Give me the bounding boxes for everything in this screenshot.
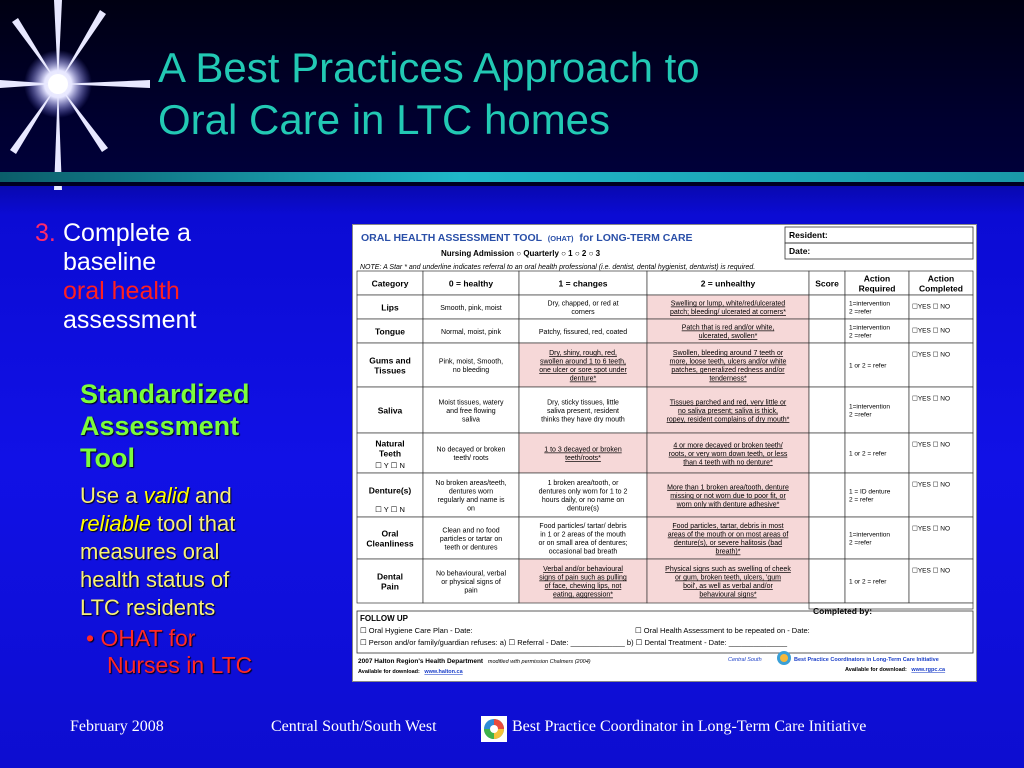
table-category-sub: ☐ Y ☐ N xyxy=(375,505,405,514)
table-unhealthy-cell: Tissues parched and red, very little or xyxy=(669,399,787,407)
table-completed-cell: ☐YES ☐ NO xyxy=(912,351,951,359)
table-unhealthy-cell: behavioural signs* xyxy=(699,591,757,599)
bullet-text xyxy=(63,219,353,335)
ohat-form xyxy=(353,225,978,683)
ohat-line2: Nurses in LTC xyxy=(107,652,253,678)
table-unhealthy-cell: Swollen, bleeding around 7 teeth or xyxy=(672,350,784,357)
table-category: Dental xyxy=(377,571,403,582)
table-header-cell: Action xyxy=(863,273,891,284)
table-completed-cell: ☐YES ☐ NO xyxy=(912,327,951,335)
table-unhealthy-cell: patches, generalized redness and/or xyxy=(671,367,785,374)
table-changes-cell: hours daily, or no name on xyxy=(541,497,625,504)
table-header-cell: Required xyxy=(858,283,896,294)
form-table xyxy=(357,271,973,616)
table-category: Tissues xyxy=(374,365,406,376)
footer-bpc: Best Practice Coordinator in Long-Term Care Initiative xyxy=(512,718,867,735)
table-unhealthy-cell: missing or not worn due to poor fit, or xyxy=(670,492,786,500)
form-footer-central: Central South xyxy=(728,657,762,663)
table-header-cell: Category xyxy=(371,278,409,289)
form-nursing-admission: Nursing Admission ○ Quarterly ○ 1 ○ 2 ○ 3 xyxy=(441,249,601,258)
table-changes-cell: in 1 or 2 areas of the mouth xyxy=(540,531,626,539)
table-completed-cell: ☐YES ☐ NO xyxy=(912,567,951,575)
table-healthy-cell: Smooth, pink, moist xyxy=(440,304,502,312)
table-completed-cell: ☐YES ☐ NO xyxy=(912,441,951,449)
desc-and: and xyxy=(194,483,232,508)
table-category: Tongue xyxy=(374,326,406,337)
table-unhealthy-cell: more, loose teeth, ulcers and/or white xyxy=(669,358,787,366)
bullet-line4: assessment xyxy=(63,306,197,334)
table-action-cell: 1=intervention xyxy=(849,403,891,411)
table-header-cell: 1 = changes xyxy=(558,278,608,289)
table-changes-cell: Patchy, fissured, red, coated xyxy=(538,328,628,336)
table-category: Pain xyxy=(381,581,399,592)
table-unhealthy-cell: Patch that is red and/or white, xyxy=(681,324,775,332)
form-footer-download-left: Available for download: www.halton.ca xyxy=(358,669,463,675)
table-healthy-cell: teeth or dentures xyxy=(444,544,498,552)
table-unhealthy-cell: Food particles, tartar, debris in most xyxy=(672,523,784,530)
table-unhealthy-cell: Physical signs such as swelling of cheek xyxy=(665,566,791,573)
table-completed-cell: ☐YES ☐ NO xyxy=(912,481,951,489)
table-changes-cell: of face, chewing lips, not xyxy=(544,583,622,590)
table-unhealthy-cell: More than 1 broken area/tooth, denture xyxy=(667,484,789,492)
table-changes-cell: swollen around 1 to 6 teeth, xyxy=(539,358,627,366)
desc-use-a: Use a xyxy=(80,483,138,508)
desc-line4: health status of xyxy=(80,567,230,592)
table-changes-cell: thinks they have dry mouth xyxy=(541,416,625,424)
table-changes-cell: denture* xyxy=(569,375,597,383)
table-changes-cell: Dry, sticky tissues, little xyxy=(547,399,619,407)
subsection-heading xyxy=(80,378,360,474)
table-unhealthy-cell: Swelling or lump, white/red/ulcerated xyxy=(670,300,786,308)
table-unhealthy-cell: tenderness* xyxy=(709,375,747,383)
form-footer-left: 2007 Halton Region's Health Department modified with permission Chalmers (2004) xyxy=(358,658,591,665)
follow-up-title: FOLLOW UP xyxy=(360,614,408,623)
table-action-cell: 2 = refer xyxy=(849,496,874,504)
subsection-description xyxy=(80,482,340,622)
table-changes-cell: one ulcer or sore spot under xyxy=(539,367,627,374)
bullet-number: 3. xyxy=(35,219,56,247)
form-date-label: Date: xyxy=(789,246,811,256)
table-unhealthy-cell: breath)* xyxy=(715,548,741,556)
desc-line3: measures oral xyxy=(80,539,220,564)
table-healthy-cell: regularly and name is xyxy=(437,497,505,504)
table-changes-cell: corners xyxy=(571,309,595,316)
table-changes-cell: saliva present, resident xyxy=(547,407,619,415)
table-changes-cell: dentures only worn for 1 to 2 xyxy=(538,488,628,496)
table-unhealthy-cell: patch; bleeding/ ulcerated at corners* xyxy=(670,309,786,316)
table-action-cell: 1 or 2 = refer xyxy=(849,362,887,370)
table-healthy-cell: No broken areas/teeth, xyxy=(435,480,507,487)
table-unhealthy-cell: no saliva present; saliva is thick, xyxy=(678,407,778,415)
table-action-cell: 1 or 2 = refer xyxy=(849,578,887,586)
table-category-sub: ☐ Y ☐ N xyxy=(375,461,405,470)
slide-title xyxy=(158,42,918,146)
table-changes-cell: 1 broken area/tooth, or xyxy=(547,480,619,487)
table-changes-cell: Dry, shiny, rough, red, xyxy=(549,350,617,357)
table-changes-cell: Verbal and/or behavioural xyxy=(543,566,623,573)
form-resident-label: Resident: xyxy=(789,230,828,240)
form-footer-download-right: Available for download: www.rgpc.ca xyxy=(845,667,946,673)
table-healthy-cell: or physical signs of xyxy=(441,578,501,586)
table-healthy-cell: Moist tissues, watery xyxy=(438,399,504,407)
table-action-cell: 1=intervention xyxy=(849,531,891,539)
table-category: Cleanliness xyxy=(366,538,414,549)
table-unhealthy-cell: areas of the mouth or on most areas of xyxy=(667,531,789,539)
table-changes-cell: occasional bad breath xyxy=(548,548,618,556)
table-healthy-cell: dentures worn xyxy=(448,488,494,496)
table-unhealthy-cell: than 4 teeth with no denture* xyxy=(683,459,773,467)
table-healthy-cell: particles or tartar on xyxy=(439,535,503,543)
table-healthy-cell: Normal, moist, pink xyxy=(441,328,501,336)
table-category: Teeth xyxy=(378,448,402,459)
ohat-list-item xyxy=(86,625,336,679)
heading-line2: Assessment xyxy=(80,411,240,441)
heading-line1: Standardized xyxy=(80,379,250,409)
table-healthy-cell: no bleeding xyxy=(452,367,490,374)
table-changes-cell: eating, aggression* xyxy=(553,591,613,599)
slide-title-line1: A Best Practices Approach to xyxy=(158,44,700,91)
table-changes-cell: 1 to 3 decayed or broken xyxy=(544,446,622,454)
heading-line3: Tool xyxy=(80,443,135,473)
table-changes-cell: Dry, chapped, or red at xyxy=(547,300,619,308)
desc-reliable: reliable xyxy=(80,511,151,536)
table-header-cell: 0 = healthy xyxy=(448,278,494,289)
table-action-cell: 1=intervention xyxy=(849,300,891,308)
table-action-cell: 1 = ID denture xyxy=(849,488,891,496)
follow-up-line1: ☐ Oral Hygiene Care Plan - Date: xyxy=(360,626,473,635)
table-header-cell: Score xyxy=(815,278,839,289)
table-action-cell: 2 =refer xyxy=(849,332,872,340)
table-category: Gums and xyxy=(369,355,411,366)
table-unhealthy-cell: ropey, resident complains of dry mouth* xyxy=(666,416,790,424)
table-healthy-cell: teeth/ roots xyxy=(453,455,489,462)
table-action-cell: 2 =refer xyxy=(849,539,872,547)
table-header-cell: Action xyxy=(927,273,955,284)
table-category: Lips xyxy=(381,302,399,313)
slide-title-line2: Oral Care in LTC homes xyxy=(158,96,611,143)
bullet-line2: baseline xyxy=(63,248,157,276)
table-header-cell: Completed xyxy=(919,283,963,294)
table-unhealthy-cell: worn only with denture adhesive* xyxy=(676,501,780,509)
desc-valid: valid xyxy=(143,483,189,508)
table-changes-cell: or on small area of dentures; xyxy=(538,540,628,547)
table-unhealthy-cell: boil', as well as verbal and/or xyxy=(683,583,773,590)
table-completed-cell: ☐YES ☐ NO xyxy=(912,303,951,311)
footer-org: Central South/South West xyxy=(271,718,437,735)
table-healthy-cell: Clean and no food xyxy=(442,527,500,535)
table-changes-cell: signs of pain such as pulling xyxy=(539,574,627,582)
table-action-cell: 2 =refer xyxy=(849,308,872,316)
ohat-form-image xyxy=(352,224,977,682)
table-completed-cell: ☐YES ☐ NO xyxy=(912,525,951,533)
footer-date: February 2008 xyxy=(70,718,164,735)
divider-stripe xyxy=(0,172,1024,182)
form-title: ORAL HEALTH ASSESSMENT TOOL (OHAT) for LONG-TERM CARE xyxy=(361,232,693,244)
form-note: NOTE: A Star * and underline indicates referral to an oral health professional (i.e. dentist, dental hygienist, denturist) is required. xyxy=(360,264,756,271)
table-healthy-cell: saliva xyxy=(462,416,480,424)
bullet-line3: oral health xyxy=(63,277,180,305)
table-healthy-cell: and free flowing xyxy=(446,407,496,415)
table-unhealthy-cell: roots, or very worn down teeth, or less xyxy=(668,450,788,458)
divider-line xyxy=(0,182,1024,186)
slide-footer xyxy=(0,716,1024,740)
ohat-line1: • OHAT for xyxy=(86,625,196,651)
table-changes-cell: Food particles/ tartar/ debris xyxy=(539,523,627,530)
table-category: Natural xyxy=(375,438,405,449)
table-unhealthy-cell: denture(s), or severe halitosis (bad xyxy=(673,540,783,547)
desc-line2 xyxy=(80,510,340,538)
bpc-logo-icon xyxy=(481,716,507,742)
table-completed-cell: ☐YES ☐ NO xyxy=(912,395,951,403)
table-healthy-cell: on xyxy=(467,505,475,513)
follow-up-line2: ☐ Person and/or family/guardian refuses: a) ☐ Referral - Date: _____________ b) ☐ Dental Treatment - Date: ______________ xyxy=(360,638,788,647)
starburst-icon xyxy=(0,0,160,200)
bullet-line1: Complete a xyxy=(63,219,191,247)
table-action-cell: 1=intervention xyxy=(849,324,891,332)
form-footer-right-title: Best Practice Coordinators in Long-Term Care Initiative xyxy=(794,657,939,663)
table-unhealthy-cell: ulcerated, swollen* xyxy=(698,333,758,340)
table-category: Saliva xyxy=(377,405,403,416)
table-category: Oral xyxy=(381,528,399,539)
table-healthy-cell: No decayed or broken xyxy=(436,446,506,454)
desc-line1 xyxy=(80,482,340,510)
table-changes-cell: teeth/roots* xyxy=(565,455,601,462)
follow-up-line1b: ☐ Oral Health Assessment to be repeated on - Date: xyxy=(635,626,810,635)
desc-line5: LTC residents xyxy=(80,595,216,620)
table-healthy-cell: pain xyxy=(464,587,478,595)
table-action-cell: 1 or 2 = refer xyxy=(849,450,887,458)
table-healthy-cell: Pink, moist, Smooth, xyxy=(438,358,504,366)
table-unhealthy-cell: 4 or more decayed or broken teeth/ xyxy=(673,442,783,450)
table-changes-cell: denture(s) xyxy=(567,505,599,513)
completed-by-label: Completed by: xyxy=(813,606,873,616)
table-unhealthy-cell: or gum, broken teeth, ulcers, 'gum xyxy=(675,574,781,582)
table-header-cell: 2 = unhealthy xyxy=(700,278,756,289)
table-category: Denture(s) xyxy=(368,485,412,496)
desc-tool-that: tool that xyxy=(157,511,236,536)
table-action-cell: 2 =refer xyxy=(849,411,872,419)
table-healthy-cell: No behavioural, verbal xyxy=(435,570,507,578)
